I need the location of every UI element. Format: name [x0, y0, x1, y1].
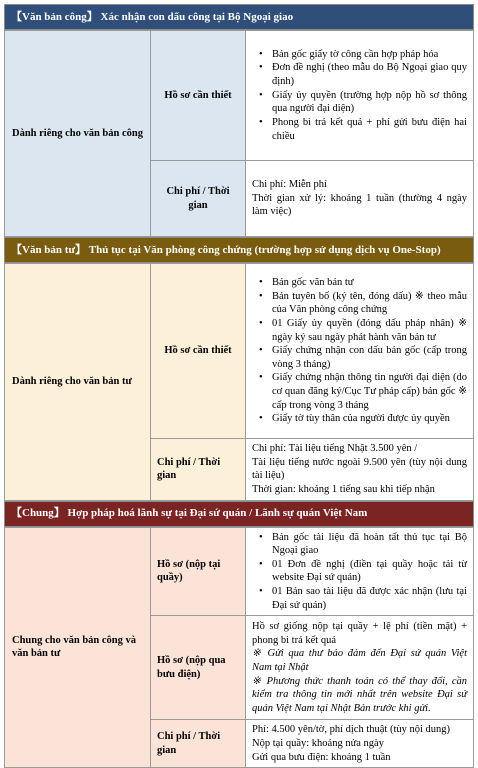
- required-docs-label: Hồ sơ cần thiết: [151, 31, 246, 161]
- required-docs-list: [246, 31, 474, 161]
- list-item: • Đơn đề nghị (theo mẫu do Bộ Ngoại giao quy định): [272, 61, 467, 88]
- section-header: 【Văn bản tư】 Thủ tục tại Văn phòng công chứng (trường hợp sử dụng dịch vụ One-Stop): [4, 237, 474, 263]
- fee-time-label: Chi phí / Thời gian: [151, 439, 246, 501]
- fee-time-label: Chi phí / Thời gian: [151, 720, 246, 768]
- list-item: • Bản gốc văn bản tư: [272, 276, 467, 290]
- section-private-document: [4, 237, 474, 501]
- fee-line: Gửi qua bưu điện: khoảng 1 tuần: [252, 751, 391, 763]
- fee-time-info: [246, 161, 474, 237]
- section-common: [4, 501, 474, 768]
- direct-submission-label: Hồ sơ (nộp tại quầy): [151, 527, 246, 616]
- fee-time-label: Chi phí / Thời gian: [151, 161, 246, 237]
- list-item: • 01 Đơn đề nghị (điền tại quầy hoặc tải từ website Đại sứ quán): [272, 558, 467, 585]
- section-header: 【Văn bản công】 Xác nhận con dấu công tại Bộ Ngoại giao: [4, 4, 474, 30]
- list-item: • 01 Bản sao tài liệu đã được xác nhận (lưu tại Đại sứ quán): [272, 585, 467, 612]
- list-item: • Giấy chứng nhận thông tin người đại diện (do cơ quan đăng ký/Cục Tư pháp cấp) bản gốc ※ cấp trong vòng 3 tháng: [272, 371, 467, 412]
- category-cell: Dành riêng cho văn bản tư: [5, 264, 151, 501]
- fee-line: Tài liệu tiếng nước ngoài 9.500 yên (tùy nội dung tài liệu): [252, 456, 467, 482]
- list-item: • Phong bì trả kết quả + phí gửi bưu điện hai chiều: [272, 116, 467, 143]
- fee-line: Thời gian: khoảng 1 tiếng sau khi tiếp nhận: [252, 483, 435, 495]
- section-table: [4, 263, 474, 501]
- category-cell: Dành riêng cho văn bản công: [5, 31, 151, 237]
- fee-line: Phí: 4.500 yên/tờ, phí dịch thuật (tùy nội dung): [252, 724, 451, 736]
- list-item: • 01 Giấy ủy quyền (đóng dấu pháp nhân) ※ ngày ký sau ngày phát hành văn bản tư: [272, 317, 467, 344]
- fee-line: Chi phí: Tài liệu tiếng Nhật 3.500 yên /: [252, 443, 418, 454]
- list-item: • Giấy chứng nhận con dấu bản gốc (cấp trong vòng 3 tháng): [272, 344, 467, 371]
- list-item: • Bản gốc giấy tờ công cần hợp pháp hóa: [272, 48, 467, 62]
- fee-line: Nộp tại quầy: khoảng nửa ngày: [252, 738, 384, 750]
- section-table: [4, 527, 474, 768]
- list-item: • Giấy tờ tùy thân của người được ủy quyền: [272, 412, 467, 426]
- section-table: [4, 30, 474, 237]
- fee-line: Thời gian xử lý: khoảng 1 tuần (thường 4 ngày làm việc): [252, 192, 467, 218]
- mail-note: ※ Gửi qua thư bảo đảm đến Đại sứ quán Việt Nam tại Nhật: [252, 648, 467, 674]
- required-docs-list: [246, 264, 474, 439]
- fee-time-info: [246, 720, 474, 768]
- fee-time-info: [246, 439, 474, 501]
- mail-submission-info: [246, 616, 474, 720]
- direct-submission-list: [246, 527, 474, 616]
- mail-submission-label: Hồ sơ (nộp qua bưu điện): [151, 616, 246, 720]
- required-docs-label: Hồ sơ cần thiết: [151, 264, 246, 439]
- procedure-document: [4, 4, 474, 768]
- fee-line: Chi phí: Miễn phí: [252, 179, 327, 191]
- section-public-document: [4, 4, 474, 237]
- list-item: • Bản tuyên bố (ký tên, đóng dấu) ※ theo mẫu của Văn phòng công chứng: [272, 290, 467, 317]
- list-item: • Bản gốc tài liệu đã hoàn tất thủ tục tại Bộ Ngoại giao: [272, 531, 467, 558]
- mail-note: ※ Phương thức thanh toán có thể thay đổi, cần kiểm tra thông tin mới nhất trên website Đại sứ quán Việt Nam tại Nhật Bản trước khi gửi.: [252, 675, 467, 714]
- list-item: • Giấy ủy quyền (trường hợp nộp hồ sơ thông qua người đại diện): [272, 89, 467, 116]
- category-cell: Chung cho văn bản công và văn bản tư: [5, 527, 151, 768]
- mail-text: Hồ sơ giống nộp tại quầy + lệ phí (tiền mặt) + phong bì trả kết quả: [252, 621, 467, 646]
- section-header: 【Chung】 Hợp pháp hoá lãnh sự tại Đại sứ quán / Lãnh sự quán Việt Nam: [4, 501, 474, 527]
